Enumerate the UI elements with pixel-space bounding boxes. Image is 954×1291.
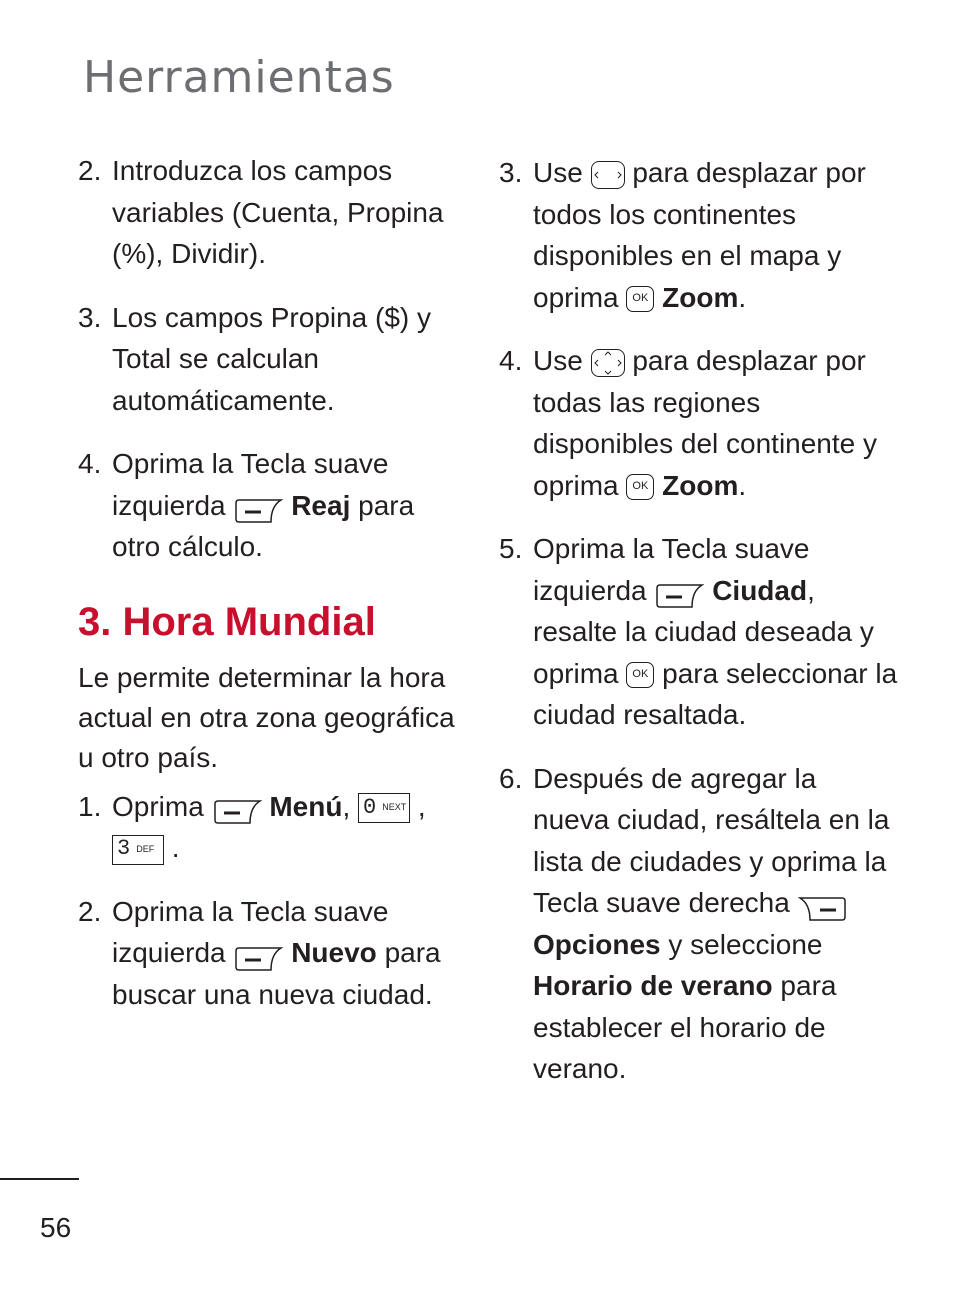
item-text-mid: para desplazar por todas las regiones disponibles del continente y oprima [533, 345, 878, 501]
item-number: 4. [78, 448, 102, 479]
key-digit: 3 [117, 836, 131, 862]
right-column [499, 152, 899, 1112]
right-soft-key-icon [798, 892, 848, 918]
item-text [533, 340, 899, 506]
period: . [738, 281, 747, 313]
footer-rule [0, 1178, 79, 1180]
item-text-post: para establecer el horario de verano. [533, 970, 837, 1084]
period: . [738, 469, 747, 501]
item-number: 5. [499, 533, 523, 564]
item-text-pre: Después de agregar la nueva ciudad, resáltela en la lista de ciudades y oprima la Tecla suave derecha [533, 762, 890, 918]
left-column [78, 150, 458, 1037]
item-text-mid: , resalte la ciudad deseada y oprima [533, 574, 874, 689]
item-text [112, 786, 458, 869]
item-text-post: para buscar una nueva ciudad. [112, 937, 441, 1010]
period: . [171, 832, 180, 863]
item-text-pre: Oprima la Tecla suave izquierda [112, 448, 389, 521]
left-soft-key-icon [233, 494, 283, 520]
list-item [499, 528, 899, 736]
item-number: 4. [499, 345, 523, 376]
section-title: 3. Hora Mundial [78, 599, 376, 644]
item-number: 6. [499, 762, 523, 794]
list-item [499, 152, 899, 318]
list-item [78, 786, 458, 869]
item-number: 2. [78, 155, 102, 186]
key-sublabel: DEF [136, 843, 155, 854]
nav-left-right-key-icon [591, 161, 625, 189]
item-text-post: para otro cálculo. [112, 489, 415, 562]
item-text-mid: para desplazar por todos los continentes disponibles en el mapa y oprima [533, 157, 866, 313]
item-text-bold: Opciones [533, 928, 661, 960]
page-header-title: Herramientas [83, 52, 395, 103]
ok-key-icon: OK [626, 662, 654, 688]
list-item [78, 297, 458, 422]
item-text-bold: Horario de verano [533, 970, 773, 1001]
item-text-pre: Use [533, 345, 583, 376]
item-text-mid: y seleccione [668, 928, 823, 960]
separator: , [417, 790, 426, 822]
list-item [78, 150, 458, 275]
item-text-post: para seleccionar la ciudad resaltada. [533, 657, 898, 730]
left-soft-key-icon [212, 795, 262, 821]
item-number: 1. [78, 790, 102, 822]
list-item [78, 891, 458, 1016]
item-number: 3. [499, 157, 523, 188]
item-text [112, 443, 458, 568]
item-text-bold: Reaj [291, 489, 351, 521]
item-text-bold: Zoom [662, 281, 739, 313]
list-item [78, 443, 458, 568]
ok-key-icon: OK [626, 286, 654, 312]
item-text-pre: Oprima la Tecla suave izquierda [112, 895, 389, 968]
item-number: 2. [78, 895, 102, 927]
three-def-key-icon [112, 835, 164, 865]
item-text: Introduzca los campos variables (Cuenta, Propina (%), Dividir). [112, 155, 444, 269]
left-soft-key-icon [233, 942, 283, 968]
item-text [533, 152, 899, 318]
key-sublabel: NEXT [382, 802, 407, 813]
page-number: 56 [40, 1212, 72, 1243]
item-text-pre: Use [533, 157, 583, 188]
item-text-bold: Menú [269, 790, 343, 822]
item-text [533, 758, 899, 1090]
item-text-pre: Oprima [112, 790, 204, 822]
ok-key-icon: OK [626, 474, 654, 500]
item-text-bold: Zoom [662, 469, 739, 501]
section-intro: Le permite determinar la hora actual en otra zona geográfica u otro país. [78, 661, 455, 773]
separator: , [342, 790, 351, 822]
list-item [499, 340, 899, 506]
left-soft-key-icon [654, 579, 704, 605]
item-text [533, 528, 899, 736]
item-text [112, 891, 458, 1016]
list-item [499, 758, 899, 1090]
item-text: Los campos Propina ($) y Total se calculan automáticamente. [112, 301, 432, 416]
item-text-bold: Nuevo [291, 937, 377, 968]
zero-next-key-icon: 0 NEXT [358, 793, 410, 823]
nav-up-down-key-icon [591, 349, 625, 377]
item-number: 3. [78, 301, 102, 333]
item-text-pre: Oprima la Tecla suave izquierda [533, 533, 810, 606]
item-text-bold: Ciudad [712, 574, 808, 606]
